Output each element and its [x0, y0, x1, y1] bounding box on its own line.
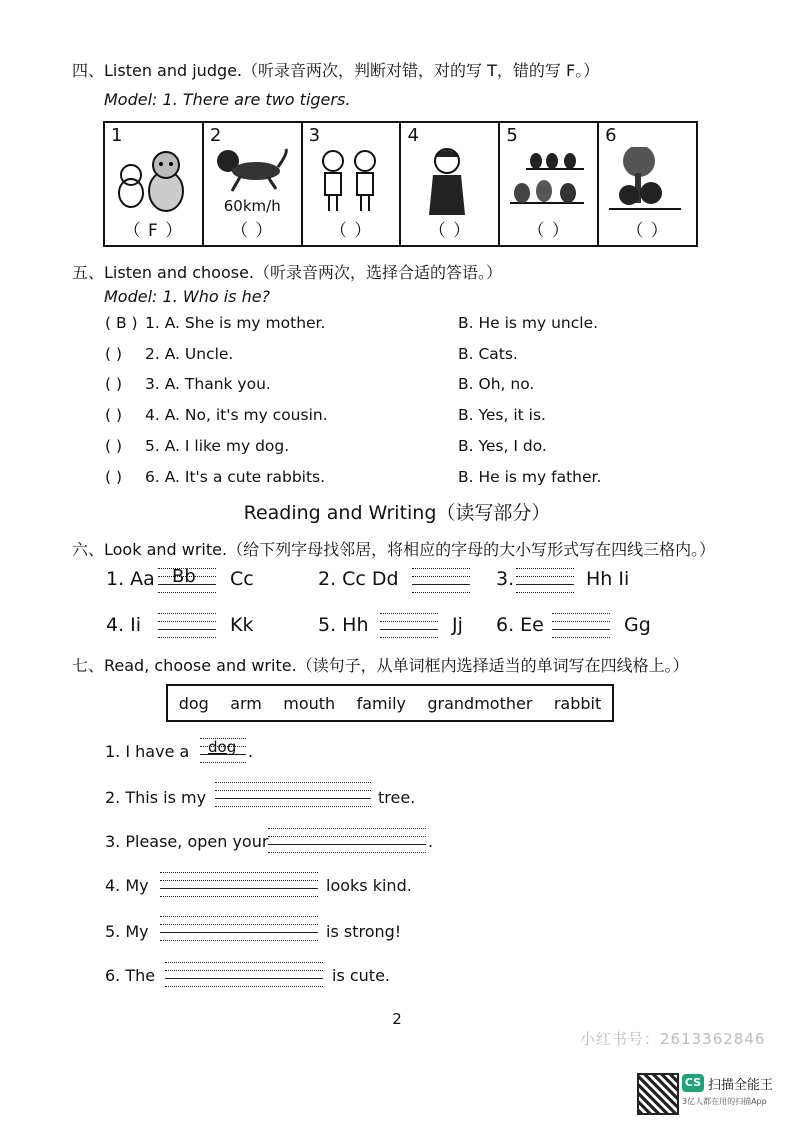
children-illustration: [309, 147, 389, 215]
word-option: grandmother: [427, 693, 533, 713]
writing-lines[interactable]: [158, 568, 216, 592]
letters-3-after: Hh Ii: [586, 568, 630, 590]
written-answer: dog: [208, 738, 237, 756]
section6-heading: 六、Look and write.（给下列字母找邻居，将相应的字母的大小写形式写在四线三格内。）: [72, 540, 716, 559]
word-bank: [166, 684, 614, 722]
choice-row: [105, 375, 625, 399]
sentence-3-end: .: [428, 832, 434, 851]
answer-blank[interactable]: （ F ）: [123, 221, 184, 241]
option-a: 2. A. Uncle.: [145, 345, 234, 363]
sentence-6: 6. The: [105, 966, 156, 985]
camscanner-logo-icon: CS: [682, 1074, 704, 1092]
option-b: B. Yes, I do.: [458, 437, 547, 455]
picture-cell-5: [500, 123, 599, 245]
writing-lines[interactable]: [158, 613, 216, 637]
sentence-5-end: is strong!: [326, 922, 402, 941]
sentence-4-end: looks kind.: [326, 876, 412, 895]
birds-illustration: [506, 147, 586, 215]
option-b: B. Cats.: [458, 345, 518, 363]
picture-cell-6: [599, 123, 696, 245]
cell-number: 6: [605, 125, 617, 146]
word-option: dog: [178, 693, 209, 713]
option-b: B. He is my father.: [458, 468, 602, 486]
tiger-illustration: [210, 147, 290, 197]
section7-heading: 七、Read, choose and write.（读句子，从单词框内选择适当的单词写在四线格上。）: [72, 656, 689, 675]
answer-blank[interactable]: （ ）: [329, 221, 373, 241]
picture-cell-3: [303, 123, 402, 245]
answer-blank[interactable]: （ ）: [428, 221, 472, 241]
picture-grid: [103, 121, 698, 247]
cell-number: 1: [111, 125, 123, 146]
answer-paren[interactable]: ( ): [105, 468, 123, 486]
writing-lines[interactable]: [160, 916, 318, 940]
cell-number: 3: [308, 125, 321, 146]
page-number: 2: [392, 1010, 402, 1028]
writing-lines[interactable]: [268, 828, 426, 852]
option-a: 5. A. I like my dog.: [145, 437, 290, 455]
letters-2: 2. Cc Dd: [318, 568, 399, 590]
writing-lines[interactable]: [200, 738, 246, 762]
sentence-5: 5. My: [105, 922, 149, 941]
writing-lines[interactable]: [552, 613, 610, 637]
choice-row: [105, 406, 625, 430]
answer-paren[interactable]: ( B ): [105, 314, 138, 332]
section4-model: Model: 1. There are two tigers.: [104, 90, 351, 109]
letters-5: 5. Hh: [318, 614, 369, 636]
writing-lines[interactable]: [215, 782, 371, 806]
writing-lines[interactable]: [165, 962, 323, 986]
letters-6: 6. Ee: [496, 614, 544, 636]
rabbits-tree-illustration: [605, 147, 685, 215]
sentence-2-end: tree.: [378, 788, 416, 807]
cell-number: 5: [506, 125, 518, 146]
option-b: B. He is my uncle.: [458, 314, 599, 332]
cats-illustration: [111, 147, 191, 215]
picture-cell-1: [105, 123, 204, 245]
sentence-2: 2. This is my: [105, 788, 207, 807]
writing-lines[interactable]: [516, 568, 574, 592]
written-answer: Bb: [172, 566, 196, 587]
sentence-6-end: is cute.: [332, 966, 391, 985]
letters-5-after: Jj: [452, 614, 463, 636]
choice-row: [105, 468, 625, 492]
qr-code-icon: [637, 1073, 679, 1115]
letters-1: 1. Aa: [106, 568, 155, 590]
picture-cell-4: [401, 123, 500, 245]
answer-blank[interactable]: （ ）: [527, 221, 570, 241]
scanner-tagline: 3亿人都在用的扫描App: [682, 1097, 767, 1106]
letters-1-after: Cc: [230, 568, 254, 590]
grandmother-illustration: [407, 147, 487, 215]
choice-row: [105, 437, 625, 461]
word-option: rabbit: [553, 693, 602, 713]
option-a: 1. A. She is my mother.: [145, 314, 326, 332]
option-a: 4. A. No, it's my cousin.: [145, 406, 328, 424]
sentence-1-end: .: [248, 742, 254, 761]
letters-4-after: Kk: [230, 614, 254, 636]
letters-4: 4. Ii: [106, 614, 142, 636]
letters-3: 3.: [496, 568, 515, 590]
sentence-3: 3. Please, open your: [105, 832, 269, 851]
section5-model: Model: 1. Who is he?: [104, 287, 271, 306]
letters-6-after: Gg: [624, 614, 651, 636]
option-a: 6. A. It's a cute rabbits.: [145, 468, 326, 486]
word-option: arm: [230, 693, 262, 713]
option-a: 3. A. Thank you.: [145, 375, 271, 393]
answer-paren[interactable]: ( ): [105, 375, 123, 393]
sentence-1: 1. I have a: [105, 742, 190, 761]
cell-number: 2: [209, 125, 222, 146]
word-option: family: [356, 693, 406, 713]
answer-paren[interactable]: ( ): [105, 437, 123, 455]
choice-row: [105, 314, 625, 338]
writing-lines[interactable]: [160, 872, 318, 896]
cell-number: 4: [407, 125, 419, 146]
writing-lines[interactable]: [412, 568, 470, 592]
option-b: B. Yes, it is.: [458, 406, 546, 424]
answer-blank[interactable]: （ ）: [231, 221, 274, 241]
section4-heading: 四、Listen and judge.（听录音两次，判断对错，对的写 T，错的写 F。）: [72, 61, 600, 80]
answer-paren[interactable]: ( ): [105, 406, 123, 424]
choice-row: [105, 345, 625, 369]
answer-paren[interactable]: ( ): [105, 345, 123, 363]
word-option: mouth: [283, 693, 336, 713]
watermark: 小红书号：2613362846: [580, 1030, 766, 1048]
sentence-4: 4. My: [105, 876, 149, 895]
reading-writing-title: Reading and Writing（读写部分）: [243, 502, 551, 524]
speed-label: 60km/h: [223, 197, 281, 215]
picture-cell-2: [204, 123, 303, 245]
writing-lines[interactable]: [380, 613, 438, 637]
answer-blank[interactable]: （ ）: [626, 221, 669, 241]
option-b: B. Oh, no.: [458, 375, 535, 393]
scanner-app-name: 扫描全能王: [708, 1078, 774, 1093]
section5-heading: 五、Listen and choose.（听录音两次，选择合适的答语。）: [72, 263, 503, 282]
